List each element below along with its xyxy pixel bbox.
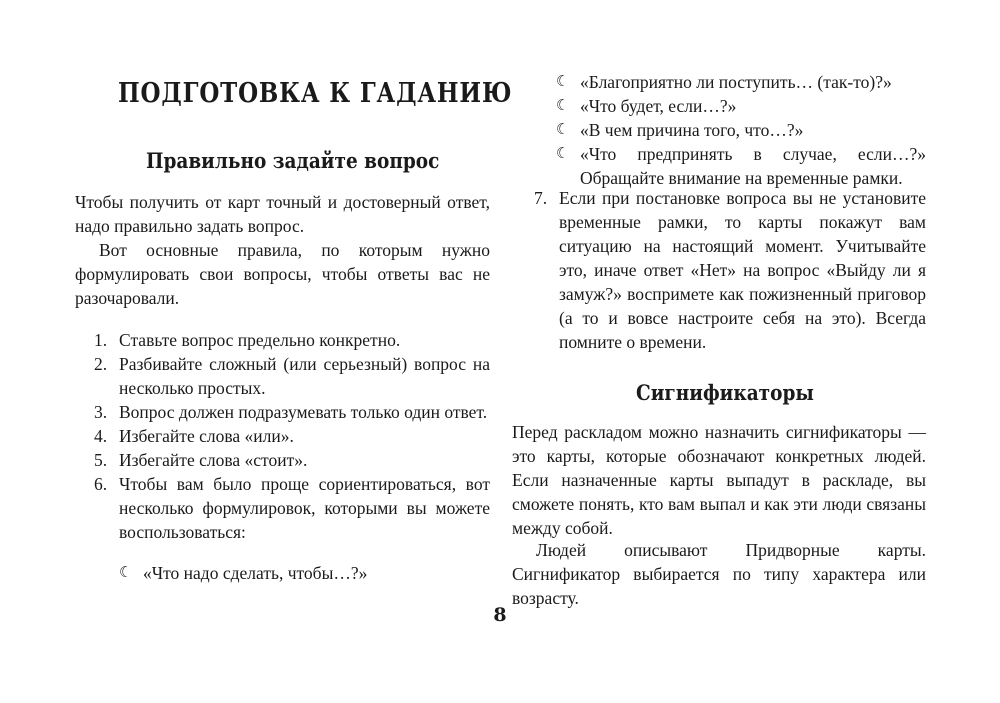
list-text: Ставьте вопрос предельно конкретно.	[119, 330, 401, 350]
court-cards-paragraph: Людей описывают Придворные карты. Сигнификатор выбирается по типу характера или возрасту.	[512, 540, 926, 608]
formulations-list-left	[119, 561, 490, 585]
intro-paragraph: Чтобы получить от карт точный и достоверный ответ, надо правильно задать вопрос.	[75, 192, 490, 236]
formulations-list-right	[556, 70, 926, 190]
page-number: 8	[493, 604, 507, 626]
list-number: 7.	[534, 188, 548, 208]
list-item	[534, 186, 926, 354]
list-text: Разбивайте сложный (или серьезный) вопрос на несколько простых.	[119, 354, 490, 398]
list-item	[94, 472, 490, 544]
list-item	[94, 400, 490, 424]
list-item	[94, 448, 490, 472]
list-number: 2.	[94, 354, 108, 374]
list-item	[94, 328, 490, 352]
list-item	[556, 142, 926, 190]
list-text: Если при постановке вопроса вы не установите временные рамки, то карты покажут вам ситуацию на настоящий момент. Учитывайте это, иначе ответ «Нет» на вопрос «Выйду ли я замуж?» воспримете как пожизненный приговор (а то и вовсе настроите себя на это). Всегда помните о времени.	[559, 188, 926, 352]
crescent-moon-icon: ☾	[119, 565, 133, 581]
significators-paragraph: Перед раскладом можно назначить сигнификаторы — это карты, которые обозначают конкретных людей. Если назначенные карты выпадут в раскладе, вы сможете понять, кто вам выпал и как эти люди связаны между собой.	[512, 422, 926, 538]
list-number: 4.	[94, 426, 108, 446]
list-text: Избегайте слова «стоит».	[119, 450, 308, 470]
crescent-moon-icon: ☾	[556, 122, 570, 138]
list-text: «Что надо сделать, чтобы…?»	[143, 563, 368, 583]
list-text: «Благоприятно ли поступить… (так-то)?»	[580, 72, 892, 92]
list-number: 1.	[94, 330, 108, 350]
list-text: Чтобы вам было проще сориентироваться, вот несколько формулировок, которыми вы можете воспользоваться:	[119, 474, 490, 542]
list-item	[94, 424, 490, 448]
list-text: Избегайте слова «или».	[119, 426, 294, 446]
rules-list	[94, 328, 490, 544]
page-title: ПОДГОТОВКА К ГАДАНИЮ	[118, 78, 513, 109]
list-item	[556, 70, 926, 94]
rules-intro-paragraph: Вот основные правила, по которым нужно формулировать свои вопросы, чтобы ответы вас не разочаровали.	[75, 240, 490, 308]
section-heading-significators: Сигнификаторы	[636, 380, 814, 405]
list-number: 6.	[94, 474, 108, 494]
list-number: 3.	[94, 402, 108, 422]
list-text: «Что предпринять в случае, если…?» Обращайте внимание на временные рамки.	[580, 144, 926, 188]
list-item	[556, 94, 926, 118]
list-number: 5.	[94, 450, 108, 470]
list-item	[556, 118, 926, 142]
list-item	[119, 561, 490, 585]
crescent-moon-icon: ☾	[556, 74, 570, 90]
section-heading-question: Правильно задайте вопрос	[146, 148, 440, 173]
list-text: Вопрос должен подразумевать только один ответ.	[119, 402, 488, 422]
crescent-moon-icon: ☾	[556, 98, 570, 114]
crescent-moon-icon: ☾	[556, 146, 570, 162]
list-text: «Что будет, если…?»	[580, 96, 737, 116]
list-item	[94, 352, 490, 400]
list-text: «В чем причина того, что…?»	[580, 120, 804, 140]
